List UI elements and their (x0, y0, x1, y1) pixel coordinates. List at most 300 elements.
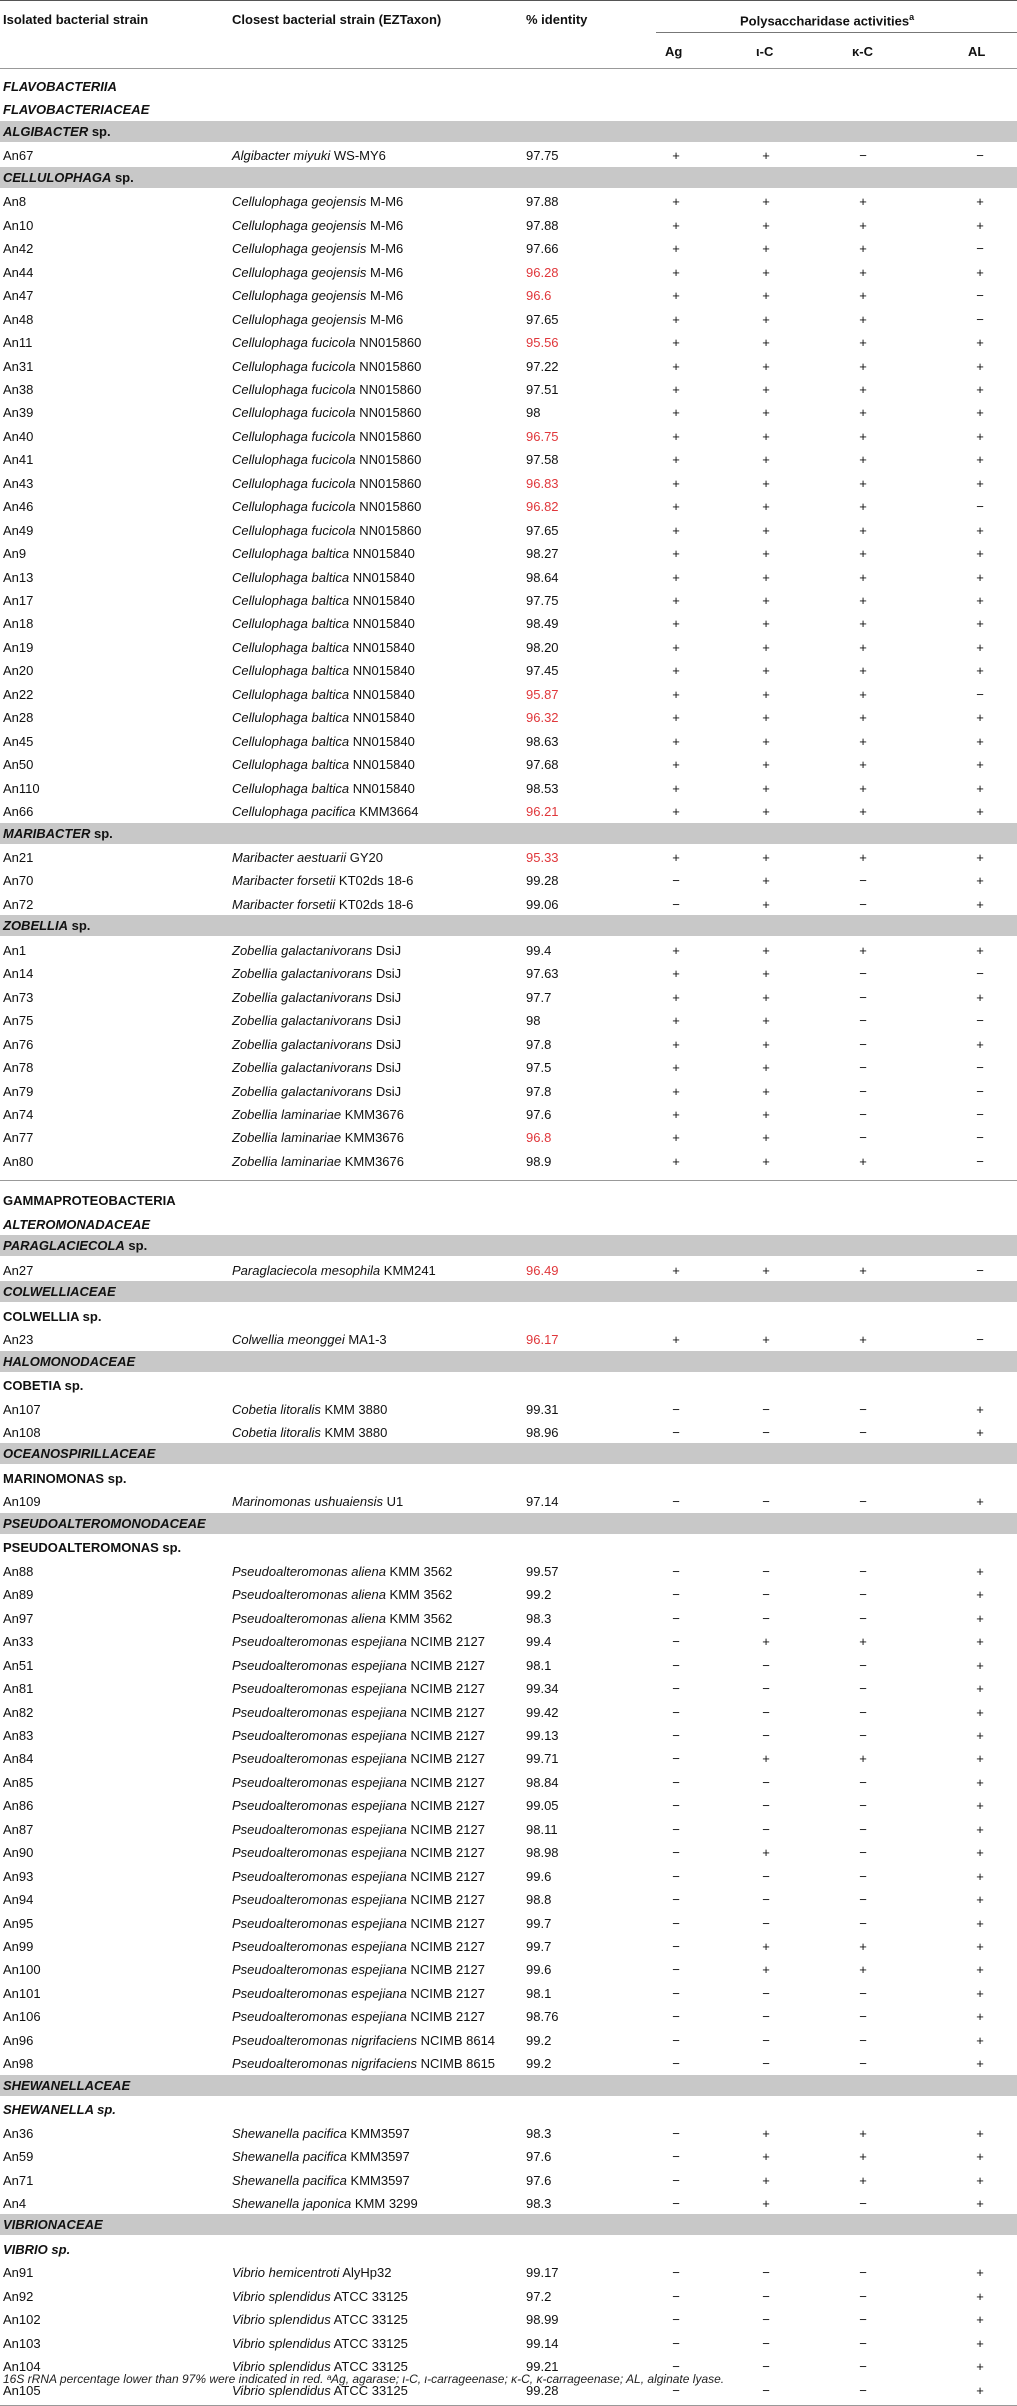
ic-cell: − (762, 2335, 770, 2351)
kc-cell: + (859, 710, 867, 726)
section-band-label (3, 1446, 155, 1461)
ag-cell: + (672, 522, 680, 538)
ic-cell: − (762, 1681, 770, 1697)
species-name: Vibrio splendidus (232, 2335, 331, 2351)
closest-strain-cell: Vibrio splendidus ATCC 33125 (232, 2335, 408, 2351)
ag-cell: + (672, 733, 680, 749)
ic-cell: − (762, 1868, 770, 1884)
kc-cell: − (859, 2288, 867, 2304)
table-row (0, 868, 1017, 892)
closest-strain-cell: Cellulophaga baltica NN015840 (232, 546, 415, 562)
table-row (0, 1911, 1017, 1935)
header-ag: Ag (665, 44, 683, 59)
strain-cell: An23 (3, 1332, 34, 1348)
species-name: Cellulophaga baltica (232, 639, 350, 655)
table-row (0, 1149, 1017, 1173)
strain-cell: An21 (3, 850, 34, 865)
ag-cell: + (672, 780, 680, 796)
identity-cell: 97.6 (526, 1107, 552, 1122)
closest-strain-cell: Cellulophaga baltica NN015840 (232, 639, 415, 655)
al-cell: + (976, 1892, 984, 1908)
kc-cell: − (859, 1610, 867, 1626)
species-name: Cellulophaga geojensis (232, 194, 367, 210)
species-name: Marinomonas ushuaiensis (232, 1494, 384, 1510)
strain-cell: An4 (3, 2196, 27, 2211)
ic-cell: + (762, 896, 770, 912)
species-name: Cellulophaga geojensis (232, 217, 367, 233)
ag-cell: − (672, 2056, 680, 2072)
kc-cell: + (859, 522, 867, 538)
identity-cell: 99.05 (526, 1798, 559, 1814)
ag-cell: + (672, 1083, 680, 1099)
ic-cell: − (762, 1915, 770, 1931)
table-row (0, 1258, 1017, 1282)
strain-cell: An101 (3, 1985, 41, 2001)
al-cell: + (976, 616, 984, 632)
section-band (0, 2075, 1017, 2096)
species-name: Shewanella pacifica (232, 2172, 347, 2188)
ag-cell: + (672, 850, 680, 865)
closest-strain-cell: Maribacter forsetii KT02ds 18-6 (232, 896, 414, 912)
ag-cell: + (672, 663, 680, 679)
table-row (0, 260, 1017, 284)
ic-cell: + (762, 2172, 770, 2188)
kc-cell: + (859, 264, 867, 280)
section-band-label (3, 1238, 147, 1253)
band-name: CELLULOPHAGA (3, 169, 112, 185)
divider (0, 1180, 1017, 1181)
table-row (0, 1723, 1017, 1747)
kc-cell: + (859, 194, 867, 210)
kc-cell: + (859, 1153, 867, 1169)
table-row (0, 1957, 1017, 1981)
kc-cell: − (859, 1915, 867, 1931)
closest-strain-cell: Pseudoalteromonas nigrifaciens NCIMB 8615 (232, 2056, 496, 2072)
al-cell: + (976, 1401, 984, 1417)
ic-cell: + (762, 663, 770, 679)
section-band (0, 915, 1017, 936)
group-heading: VIBRIO sp. (3, 2241, 71, 2257)
group-heading: COBETIA sp. (3, 1378, 84, 1394)
al-cell: − (976, 1083, 984, 1099)
section-band (0, 2214, 1017, 2235)
ic-cell: − (762, 2009, 770, 2025)
closest-strain-cell: Cellulophaga baltica NN015840 (232, 569, 415, 585)
ic-cell: + (762, 241, 770, 257)
al-cell: + (976, 2125, 984, 2141)
ag-cell: + (672, 757, 680, 773)
kc-cell: + (859, 335, 867, 351)
kc-cell: − (859, 2265, 867, 2281)
ag-cell: + (672, 546, 680, 562)
ic-cell: − (762, 2056, 770, 2072)
identity-cell: 97.75 (526, 148, 559, 164)
band-name: ZOBELLIA (3, 918, 68, 934)
band-name: PSEUDOALTEROMONODACEAE (3, 1515, 206, 1531)
strain-cell: An41 (3, 452, 34, 468)
species-name: Zobellia laminariae (232, 1153, 342, 1169)
table-row (0, 752, 1017, 776)
species-name: Cellulophaga geojensis (232, 264, 367, 280)
species-name: Pseudoalteromonas espejiana (232, 1915, 407, 1931)
identity-cell: 99.21 (526, 2359, 559, 2375)
identity-cell: 99.28 (526, 2382, 559, 2398)
al-cell: + (976, 2056, 984, 2072)
kc-cell: + (859, 475, 867, 491)
al-cell: + (976, 1915, 984, 1931)
ag-cell: − (672, 1657, 680, 1673)
strain-cell: An100 (3, 1962, 41, 1978)
kc-cell: + (859, 1332, 867, 1348)
species-name: Cobetia litoralis (232, 1425, 321, 1440)
species-name: Algibacter miyuki (232, 148, 331, 164)
identity-cell: 95.33 (526, 850, 559, 865)
al-cell: + (976, 593, 984, 608)
species-name: Cellulophaga baltica (232, 757, 350, 773)
species-name: Pseudoalteromonas espejiana (232, 1657, 407, 1673)
ag-cell: + (672, 639, 680, 655)
ag-cell: + (672, 217, 680, 233)
ag-cell: − (672, 2359, 680, 2375)
kc-cell: + (859, 2172, 867, 2188)
al-cell: − (976, 1060, 984, 1076)
al-cell: + (976, 2149, 984, 2165)
strain-cell: An70 (3, 873, 34, 889)
ic-cell: + (762, 194, 770, 210)
kc-cell: − (859, 1774, 867, 1790)
ag-cell: − (672, 1610, 680, 1626)
kc-cell: − (859, 1013, 867, 1029)
group-heading: GAMMAPROTEOBACTERIA (3, 1193, 176, 1209)
identity-cell: 98.3 (526, 2196, 552, 2211)
al-cell: + (976, 733, 984, 749)
table-row (0, 1864, 1017, 1888)
species-name: Pseudoalteromonas nigrifaciens (232, 2056, 417, 2072)
kc-cell: − (859, 2196, 867, 2211)
strain-cell: An96 (3, 2032, 34, 2048)
strain-cell: An27 (3, 1262, 34, 1278)
strain-cell: An77 (3, 1130, 34, 1146)
species-name: Pseudoalteromonas espejiana (232, 1868, 407, 1884)
table-row (0, 1125, 1017, 1149)
kc-cell: − (859, 1083, 867, 1099)
closest-strain-cell: Pseudoalteromonas aliena KMM 3562 (232, 1610, 453, 1626)
section-band (0, 167, 1017, 188)
identity-cell: 99.17 (526, 2265, 559, 2281)
ag-cell: − (672, 1704, 680, 1720)
ag-cell: − (672, 1401, 680, 1417)
header-strain: Isolated bacterial strain (3, 12, 149, 27)
kc-cell: + (859, 780, 867, 796)
section-band (0, 1235, 1017, 1256)
closest-strain-cell: Pseudoalteromonas espejiana NCIMB 2127 (232, 1751, 485, 1767)
identity-cell: 98 (526, 1013, 541, 1029)
identity-cell: 97.6 (526, 2149, 552, 2165)
closest-strain-cell: Pseudoalteromonas aliena KMM 3562 (232, 1587, 453, 1603)
identity-cell: 97.65 (526, 522, 559, 538)
ag-cell: + (672, 311, 680, 327)
table-row (0, 400, 1017, 424)
strain-cell: An104 (3, 2359, 41, 2375)
strain-cell: An42 (3, 241, 34, 257)
ic-cell: + (762, 264, 770, 280)
kc-cell: + (859, 358, 867, 374)
closest-strain-cell: Pseudoalteromonas espejiana NCIMB 2127 (232, 1845, 485, 1861)
kc-cell: + (859, 311, 867, 327)
species-name: Pseudoalteromonas espejiana (232, 1798, 407, 1814)
table-row (0, 2004, 1017, 2028)
al-cell: + (976, 2335, 984, 2351)
al-cell: − (976, 148, 984, 164)
species-name: Zobellia galactanivorans (232, 989, 373, 1005)
identity-cell: 99.42 (526, 1704, 559, 1720)
strain-cell: An80 (3, 1153, 34, 1169)
section-band (0, 823, 1017, 844)
identity-cell: 97.2 (526, 2288, 552, 2304)
species-name: Cellulophaga baltica (232, 616, 350, 632)
strain-cell: An19 (3, 639, 34, 655)
closest-strain-cell: Cellulophaga baltica NN015840 (232, 616, 415, 632)
species-name: Pseudoalteromonas espejiana (232, 1704, 407, 1720)
section-band-label (3, 918, 90, 933)
ic-cell: + (762, 804, 770, 820)
ic-cell: + (762, 311, 770, 327)
ag-cell: + (672, 405, 680, 421)
table-row (0, 776, 1017, 800)
al-cell: + (976, 2265, 984, 2281)
closest-strain-cell: Cobetia litoralis KMM 3880 (232, 1401, 388, 1417)
table-row (0, 447, 1017, 471)
ic-cell: + (762, 989, 770, 1005)
al-cell: + (976, 1845, 984, 1861)
identity-cell: 98.11 (526, 1821, 558, 1837)
strain-cell: An50 (3, 757, 34, 773)
species-name: Shewanella pacifica (232, 2149, 347, 2165)
closest-strain-cell: Zobellia galactanivorans DsiJ (232, 966, 402, 982)
closest-strain-cell: Cellulophaga geojensis M-M6 (232, 194, 404, 210)
species-name: Pseudoalteromonas nigrifaciens (232, 2032, 417, 2048)
section-band-label (3, 170, 134, 185)
species-name: Maribacter aestuarii (232, 850, 347, 865)
al-cell: + (976, 381, 984, 397)
identity-cell: 98.63 (526, 733, 559, 749)
table-row (0, 705, 1017, 729)
ic-cell: + (762, 1060, 770, 1076)
strain-cell: An99 (3, 1939, 34, 1954)
table-row (0, 1887, 1017, 1911)
kc-cell: + (859, 428, 867, 444)
species-name: Cellulophaga fucicola (232, 381, 356, 397)
al-cell: + (976, 1985, 984, 2001)
closest-strain-cell: Colwellia meonggei MA1-3 (232, 1332, 387, 1348)
al-cell: + (976, 546, 984, 562)
identity-cell: 98.3 (526, 1610, 552, 1626)
strain-cell: An28 (3, 710, 34, 726)
kc-cell: + (859, 663, 867, 679)
closest-strain-cell: Pseudoalteromonas aliena KMM 3562 (232, 1563, 453, 1579)
al-cell: − (976, 966, 984, 982)
closest-strain-cell: Marinomonas ushuaiensis U1 (232, 1494, 404, 1510)
species-name: Pseudoalteromonas espejiana (232, 1892, 407, 1908)
ic-cell: + (762, 757, 770, 773)
identity-cell: 97.88 (526, 217, 559, 233)
closest-strain-cell: Pseudoalteromonas espejiana NCIMB 2127 (232, 1915, 485, 1931)
section-band (0, 1443, 1017, 1464)
al-cell: + (976, 2032, 984, 2048)
ic-cell: − (762, 2382, 770, 2398)
strain-cell: An66 (3, 804, 34, 820)
closest-strain-cell: Pseudoalteromonas espejiana NCIMB 2127 (232, 1727, 485, 1743)
species-name: Maribacter forsetii (232, 873, 336, 889)
table-row (0, 1489, 1017, 1513)
strain-cell: An72 (3, 896, 34, 912)
identity-cell: 99.7 (526, 1939, 552, 1954)
ag-cell: + (672, 194, 680, 210)
species-name: Pseudoalteromonas espejiana (232, 1727, 407, 1743)
closest-strain-cell: Shewanella pacifica KMM3597 (232, 2149, 410, 2165)
ic-cell: + (762, 710, 770, 726)
ag-cell: − (672, 1868, 680, 1884)
species-name: Zobellia galactanivorans (232, 1036, 373, 1052)
table-row (0, 471, 1017, 495)
band-name: ALGIBACTER (3, 123, 89, 139)
band-name: OCEANOSPIRILLACEAE (3, 1446, 156, 1462)
kc-cell: + (859, 639, 867, 655)
table-row (0, 1770, 1017, 1794)
kc-cell: − (859, 2382, 867, 2398)
al-cell: + (976, 1751, 984, 1767)
section-band-label (3, 2078, 130, 2093)
closest-strain-cell: Zobellia laminariae KMM3676 (232, 1107, 404, 1122)
strain-cell: An10 (3, 217, 34, 233)
al-cell: + (976, 358, 984, 374)
table-row (0, 1397, 1017, 1421)
kc-cell: + (859, 452, 867, 468)
kc-cell: − (859, 2009, 867, 2025)
table-row (0, 1582, 1017, 1606)
kc-cell: + (859, 804, 867, 820)
ag-cell: − (672, 1821, 680, 1837)
strain-cell: An76 (3, 1036, 34, 1052)
closest-strain-cell: Zobellia galactanivorans DsiJ (232, 942, 402, 958)
al-cell: + (976, 522, 984, 538)
ag-cell: + (672, 264, 680, 280)
al-cell: + (976, 569, 984, 585)
table-row (0, 213, 1017, 237)
ag-cell: − (672, 2382, 680, 2398)
ic-cell: + (762, 569, 770, 585)
strain-cell: An36 (3, 2125, 34, 2141)
table-row (0, 729, 1017, 753)
strain-cell: An92 (3, 2288, 34, 2304)
al-cell: + (976, 452, 984, 468)
identity-cell: 97.65 (526, 311, 559, 327)
al-cell: + (976, 428, 984, 444)
section-band (0, 121, 1017, 142)
ic-cell: + (762, 1013, 770, 1029)
closest-strain-cell: Cellulophaga geojensis M-M6 (232, 217, 404, 233)
strain-cell: An97 (3, 1610, 34, 1626)
ic-cell: + (762, 452, 770, 468)
strain-cell: An13 (3, 569, 34, 585)
strain-cell: An109 (3, 1494, 41, 1510)
species-name: Pseudoalteromonas aliena (232, 1587, 386, 1603)
closest-strain-cell: Zobellia laminariae KMM3676 (232, 1153, 404, 1169)
identity-cell: 97.8 (526, 1036, 552, 1052)
al-cell: + (976, 1821, 984, 1837)
species-name: Zobellia galactanivorans (232, 1013, 373, 1029)
header-closest: Closest bacterial strain (EZTaxon) (232, 12, 442, 27)
kc-cell: − (859, 1727, 867, 1743)
ic-cell: + (762, 358, 770, 374)
strain-cell: An67 (3, 148, 34, 164)
species-name: Cellulophaga baltica (232, 546, 350, 562)
identity-cell: 98.84 (526, 1774, 559, 1790)
table-row (0, 892, 1017, 916)
kc-cell: + (859, 2125, 867, 2141)
identity-cell: 99.14 (526, 2335, 559, 2351)
kc-cell: + (859, 1962, 867, 1978)
species-name: Cellulophaga fucicola (232, 358, 356, 374)
strain-cell: An49 (3, 522, 34, 538)
identity-cell: 97.88 (526, 194, 559, 210)
header-ic: ι-C (756, 44, 774, 59)
kc-cell: − (859, 1494, 867, 1510)
header-kc: κ-C (852, 44, 873, 59)
ic-cell: − (762, 1704, 770, 1720)
kc-cell: − (859, 989, 867, 1005)
identity-cell: 99.28 (526, 873, 559, 889)
kc-cell: + (859, 1751, 867, 1767)
strain-cell: An89 (3, 1587, 34, 1603)
ic-cell: + (762, 381, 770, 397)
ag-cell: − (672, 1494, 680, 1510)
strain-cell: An40 (3, 428, 34, 444)
strain-cell: An75 (3, 1013, 34, 1029)
species-name: Zobellia galactanivorans (232, 942, 373, 958)
kc-cell: − (859, 1845, 867, 1861)
closest-strain-cell: Cellulophaga fucicola NN015860 (232, 475, 422, 491)
kc-cell: + (859, 757, 867, 773)
ic-cell: + (762, 966, 770, 982)
ag-cell: + (672, 381, 680, 397)
species-name: Pseudoalteromonas espejiana (232, 1985, 407, 2001)
identity-cell: 99.7 (526, 1915, 552, 1931)
section-band (0, 1513, 1017, 1534)
species-name: Cellulophaga pacifica (232, 804, 356, 820)
species-name: Vibrio splendidus (232, 2359, 331, 2375)
ic-cell: − (762, 2032, 770, 2048)
closest-strain-cell: Paraglaciecola mesophila KMM241 (232, 1262, 436, 1278)
closest-strain-cell: Shewanella pacifica KMM3597 (232, 2125, 410, 2141)
strain-cell: An31 (3, 358, 34, 374)
kc-cell: + (859, 733, 867, 749)
closest-strain-cell: Vibrio splendidus ATCC 33125 (232, 2288, 408, 2304)
identity-cell: 99.71 (526, 1751, 559, 1767)
closest-strain-cell: Pseudoalteromonas espejiana NCIMB 2127 (232, 1939, 485, 1954)
ic-cell: + (762, 780, 770, 796)
kc-cell: − (859, 1425, 867, 1440)
identity-cell: 96.17 (526, 1332, 559, 1348)
al-cell: + (976, 1962, 984, 1978)
species-name: Pseudoalteromonas espejiana (232, 1821, 407, 1837)
strain-cell: An11 (3, 335, 33, 351)
top-rule (0, 0, 1017, 1)
species-name: Shewanella pacifica (232, 2125, 347, 2141)
header-bottom-rule (0, 68, 1017, 69)
ic-cell: + (762, 405, 770, 421)
ag-cell: + (672, 1036, 680, 1052)
